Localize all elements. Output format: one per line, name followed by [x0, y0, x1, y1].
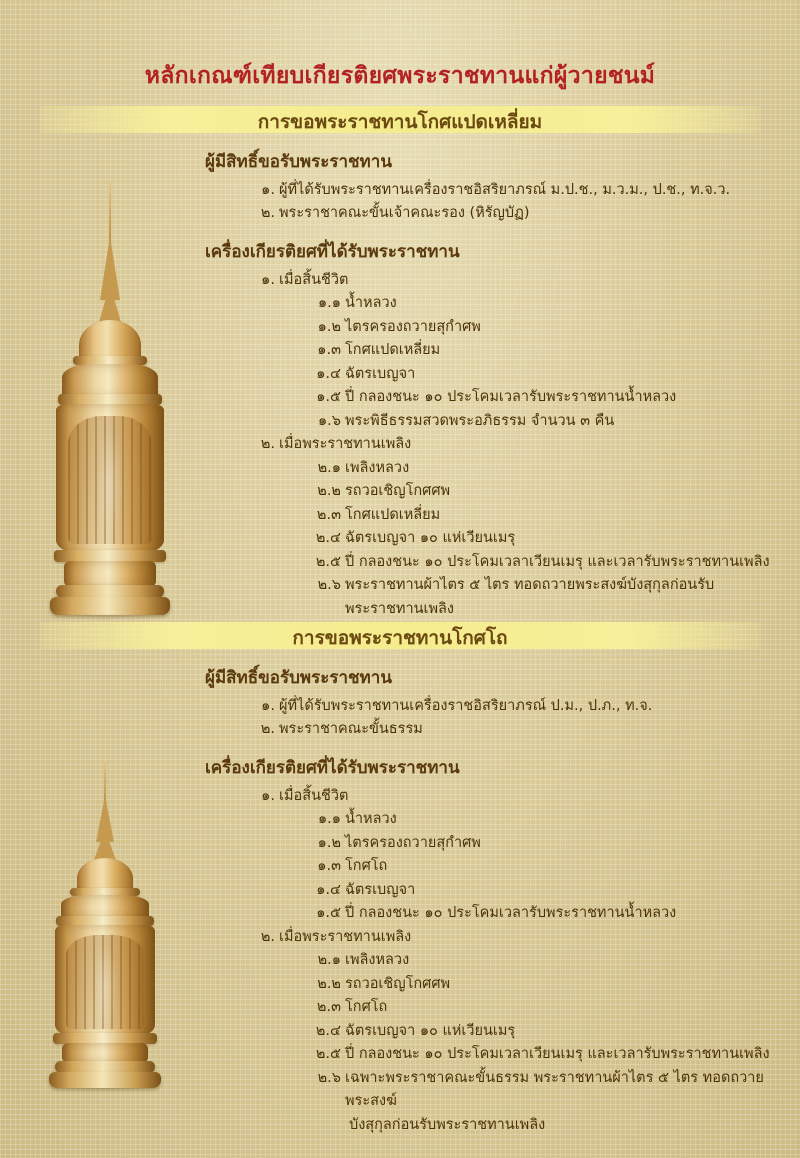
item-number: ๑.๑ — [317, 295, 341, 312]
item-number: ๒.๒ — [317, 483, 341, 500]
section-2-group-2-list — [205, 785, 780, 1137]
item-text: เมื่อสิ้นชีวิต — [279, 271, 349, 288]
section-2-group-1-heading: ผู้มีสิทธิ์ขอรับพระราชทาน — [205, 668, 392, 688]
item-number: ๑.๒ — [317, 318, 341, 335]
list-item — [315, 363, 780, 386]
item-number: ๑.๔ — [316, 881, 341, 898]
item-text: ฉัตรเบญจา ๑๐ แห่เวียนเมรุ — [345, 530, 516, 547]
item-text: โกศแปดเหลี่ยม — [345, 506, 441, 523]
item-number: ๑.๑ — [317, 811, 341, 828]
list-item — [315, 902, 780, 925]
item-text: ปี่ กลองชนะ ๑๐ ประโคมเวลาเวียนเมรุ และเวลารับพระราชทานเพลิง — [345, 553, 770, 570]
item-text: เพลิงหลวง — [345, 459, 410, 476]
list-item — [315, 574, 780, 621]
item-number: ๑.๒ — [317, 834, 341, 851]
item-number: ๒.๓ — [316, 999, 341, 1016]
sub-list — [279, 808, 780, 925]
item-text: ปี่ กลองชนะ ๑๐ ประโคมเวลารับพระราชทานน้ำหลวง — [345, 905, 677, 922]
section-2-group-2-heading: เครื่องเกียรติยศที่ได้รับพระราชทาน — [205, 757, 460, 778]
tho-royal-urn-illustration — [30, 760, 180, 1100]
item-number: ๑. — [261, 698, 275, 714]
item-text: เมื่อสิ้นชีวิต — [279, 787, 349, 804]
section-2-group-1-list — [205, 695, 780, 742]
item-text: พระพิธีธรรมสวดพระอภิธรรม จำนวน ๓ คืน — [345, 412, 615, 429]
list-item — [257, 202, 780, 225]
item-text: น้ำหลวง — [345, 811, 397, 828]
item-text: พระราชทานผ้าไตร ๕ ไตร ทอดถวายพระสงฆ์บังสุกุลก่อนรับพระราชทานเพลิง — [345, 577, 715, 617]
list-item — [315, 855, 780, 878]
item-text: ไตรครองถวายสุกำศพ — [345, 834, 481, 851]
section-1-band-label: การขอพระราชทานโกศแปดเหลี่ยม — [257, 111, 543, 133]
section-1-group-2-list — [205, 269, 780, 621]
item-text: รถวอเชิญโกศศพ — [345, 483, 451, 500]
item-text-continuation: บังสุกุลก่อนรับพระราชทานเพลิง — [349, 1116, 546, 1133]
list-item — [315, 1020, 780, 1043]
item-text: เมื่อพระราชทานเพลิง — [279, 928, 412, 945]
item-text: ฉัตรเบญจา — [345, 881, 416, 898]
list-item — [257, 433, 780, 621]
item-text: น้ำหลวง — [345, 295, 397, 312]
section-1-group-1-list — [205, 179, 780, 226]
item-text: ฉัตรเบญจา ๑๐ แห่เวียนเมรุ — [345, 1022, 516, 1039]
item-number: ๒.๑ — [317, 459, 341, 476]
item-number: ๑. — [261, 787, 275, 804]
item-number: ๒.๕ — [315, 1046, 341, 1063]
list-item — [315, 480, 780, 503]
list-item — [315, 386, 780, 409]
item-number: ๑.๔ — [316, 365, 341, 382]
item-text: ผู้ที่ได้รับพระราชทานเครื่องราชอิสริยาภรณ์ ม.ป.ช., ม.ว.ม., ป.ช., ท.จ.ว. — [279, 182, 731, 198]
item-text: ไตรครองถวายสุกำศพ — [345, 318, 481, 335]
list-item — [315, 339, 780, 362]
item-number: ๑.๖ — [317, 412, 341, 429]
item-text: ฉัตรเบญจา — [345, 365, 416, 382]
item-number: ๒. — [260, 436, 275, 453]
item-text: โกศโถ — [345, 858, 388, 875]
sub-list — [279, 949, 780, 1137]
item-text: โกศโถ — [345, 999, 388, 1016]
list-item — [257, 718, 780, 741]
list-item — [315, 973, 780, 996]
item-number: ๑.๓ — [317, 858, 341, 875]
item-number: ๒. — [260, 928, 275, 945]
item-number: ๒.๔ — [315, 1022, 341, 1039]
list-item — [315, 1043, 780, 1066]
list-item — [315, 879, 780, 902]
item-number: ๑. — [261, 182, 275, 198]
section-2-band — [40, 622, 760, 649]
list-item — [257, 785, 780, 926]
list-item — [315, 996, 780, 1019]
list-item — [315, 527, 780, 550]
section-1-content — [205, 148, 780, 623]
item-number: ๑.๓ — [317, 342, 341, 359]
item-number: ๒.๓ — [316, 506, 341, 523]
page-title: หลักเกณฑ์เทียบเกียรติยศพระราชทานแก่ผู้วายชนม์ — [144, 63, 656, 89]
list-item — [315, 292, 780, 315]
section-2-content — [205, 664, 780, 1139]
list-item — [257, 695, 780, 718]
item-number: ๒.๖ — [317, 1069, 341, 1086]
list-item — [315, 1067, 780, 1137]
sub-list — [279, 292, 780, 433]
item-text: ผู้ที่ได้รับพระราชทานเครื่องราชอิสริยาภรณ์ ป.ม., ป.ภ., ท.จ. — [279, 698, 653, 714]
item-number: ๒.๑ — [317, 952, 341, 969]
octagonal-royal-urn-illustration — [35, 180, 185, 620]
item-text: พระราชาคณะขั้นธรรม — [279, 721, 423, 738]
list-item — [315, 504, 780, 527]
item-text: รถวอเชิญโกศศพ — [345, 975, 451, 992]
list-item — [315, 949, 780, 972]
section-1-group-2-heading: เครื่องเกียรติยศที่ได้รับพระราชทาน — [205, 241, 460, 262]
list-item — [257, 926, 780, 1137]
section-2-band-label: การขอพระราชทานโกศโถ — [292, 627, 508, 649]
list-item — [315, 808, 780, 831]
sub-list — [279, 457, 780, 621]
item-number: ๒. — [260, 205, 275, 222]
item-number: ๒.๒ — [317, 975, 341, 992]
list-item — [315, 410, 780, 433]
item-text: เฉพาะพระราชาคณะขั้นธรรม พระราชทานผ้าไตร ๕ ไตร ทอดถวายพระสงฆ์ — [345, 1069, 764, 1110]
item-number: ๑. — [261, 271, 275, 288]
item-number: ๑.๕ — [316, 389, 341, 406]
list-item — [257, 179, 780, 202]
list-item — [257, 269, 780, 433]
item-text: ปี่ กลองชนะ ๑๐ ประโคมเวลาเวียนเมรุ และเวลารับพระราชทานเพลิง — [345, 1046, 770, 1063]
item-number: ๑.๕ — [316, 905, 341, 922]
item-text: เพลิงหลวง — [345, 952, 410, 969]
list-item — [315, 832, 780, 855]
item-text: โกศแปดเหลี่ยม — [345, 342, 441, 359]
item-number: ๒.๕ — [315, 553, 341, 570]
section-1-group-1-heading: ผู้มีสิทธิ์ขอรับพระราชทาน — [205, 152, 392, 172]
list-item — [315, 551, 780, 574]
item-number: ๒. — [260, 721, 275, 738]
item-text: เมื่อพระราชทานเพลิง — [279, 436, 412, 453]
item-number: ๒.๖ — [317, 577, 341, 594]
item-text: พระราชาคณะขั้นเจ้าคณะรอง (หิรัญบัฏ) — [279, 205, 530, 222]
item-number: ๒.๔ — [315, 530, 341, 547]
list-item — [315, 316, 780, 339]
list-item — [315, 457, 780, 480]
section-1-band — [40, 106, 760, 133]
item-text: ปี่ กลองชนะ ๑๐ ประโคมเวลารับพระราชทานน้ำหลวง — [345, 389, 677, 406]
